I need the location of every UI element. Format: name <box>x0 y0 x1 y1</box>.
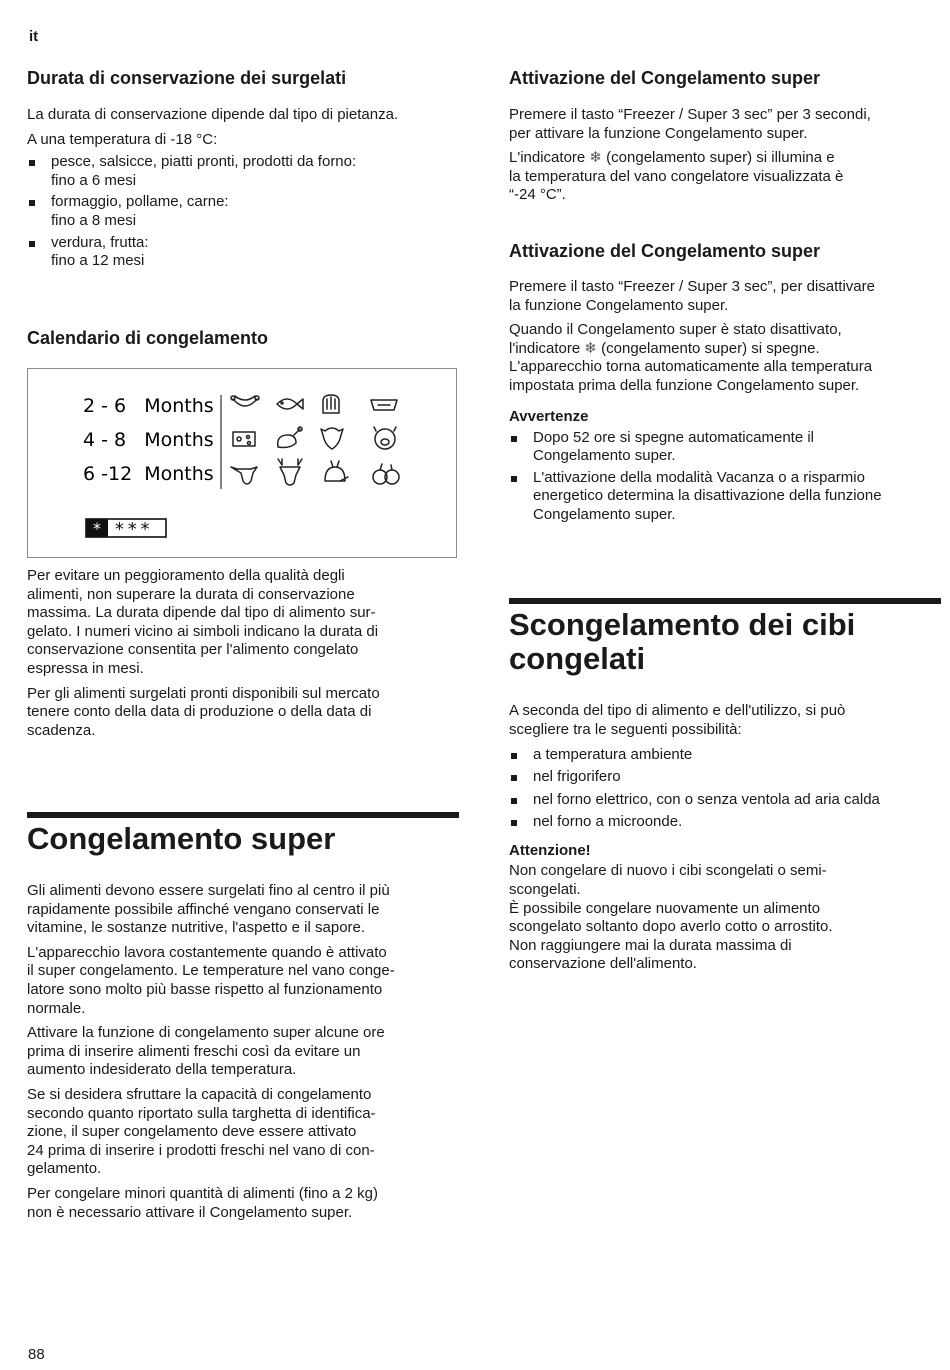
list-item: Dopo 52 ore si spegne automaticamente il Congelamento super. <box>509 429 941 466</box>
poultry-icon <box>278 427 302 448</box>
list-item: nel forno a microonde. <box>509 813 941 832</box>
deactivate-body <box>509 278 941 525</box>
storage-section <box>27 67 459 89</box>
super-freeze-paragraph: L'apparecchio lavora costantemente quando è attivato il super congelamento. Le temperature nel vano conge- latore sono molto più basse rispetto al funzionamento normale. <box>27 943 395 1017</box>
activate-section <box>509 67 941 89</box>
bullet-icon <box>511 775 517 781</box>
notes-list <box>509 429 941 525</box>
bullet-icon <box>29 200 35 206</box>
list-item: L'attivazione della modalità Vacanza o a risparmio energetico determina la disattivazione della funzione Congelamento super. <box>509 469 941 525</box>
list-item-text: formaggio, pollame, carne: <box>51 193 229 211</box>
storage-temperature: A una temperatura di -18 °C: <box>27 130 218 148</box>
super-freeze-paragraph: Se si desidera sfruttare la capacità di congelamento secondo quanto riportato sulla targhetta di identifica- zione, il super congelamento deve essere attivato 24 prima di inserire i prodotti freschi nel vano di con- gelamento. <box>27 1085 376 1178</box>
snowflake-icon: ❄ <box>589 149 602 167</box>
page-number: 88 <box>28 1346 45 1363</box>
calendar-paragraph: Per evitare un peggioramento della qualità degli alimenti, non superare la durata di conservazione massima. La durata dipende dal tipo di alimento sur- gelato. I numeri vicino ai simboli indicano la durata di conservazione consentita per l'alimento congelato espressa in mesi. <box>27 567 379 677</box>
bullet-icon <box>511 476 517 482</box>
four-star-rating-icon <box>86 519 166 540</box>
activate-heading: Attivazione del Congelamento super <box>509 68 821 88</box>
calendar-row-label: 2 - 6 Months <box>83 395 214 417</box>
list-item <box>27 234 459 271</box>
list-item-text: pesce, salsicce, piatti pronti, prodotti da forno: <box>51 153 357 171</box>
storage-body <box>27 106 459 271</box>
list-item-text: fino a 6 mesi <box>51 171 137 189</box>
cheese-icon <box>233 432 255 446</box>
list-item <box>27 153 459 190</box>
calendar-row-label: 4 - 8 Months <box>83 429 214 451</box>
notes-heading: Avvertenze <box>509 407 589 425</box>
warning-paragraph: Non congelare di nuovo i cibi scongelati o semi- scongelati. È possibile congelare nuovamente un alimento scongelato soltanto dopo averlo cotto o arrostito. Non raggiungere mai la durata massima di conservazione dell'alimento. <box>509 862 833 973</box>
deer-icon <box>278 459 302 485</box>
bullet-icon <box>511 436 517 442</box>
super-freeze-paragraph: Attivare la funzione di congelamento super alcune ore prima di inserire alimenti freschi così da evitare un aumento indesiderato della temperatura. <box>27 1024 385 1079</box>
bullet-icon <box>29 241 35 247</box>
pork-icon <box>374 427 396 449</box>
activate-paragraph: Premere il tasto “Freezer / Super 3 sec” per 3 secondi, per attivare la funzione Congelamento super. <box>509 106 871 142</box>
storage-list <box>27 153 459 271</box>
deactivate-heading: Attivazione del Congelamento super <box>509 241 821 261</box>
list-item: nel forno elettrico, con o senza ventola ad aria calda <box>509 791 941 810</box>
list-item-text: verdura, frutta: <box>51 233 149 251</box>
sausage-icon <box>231 396 259 406</box>
section-divider <box>27 812 459 818</box>
list-item-text: fino a 8 mesi <box>51 211 137 229</box>
fruit-icon <box>373 464 399 484</box>
calendar-section <box>27 327 459 349</box>
super-freeze-paragraph: Per congelare minori quantità di alimenti (fino a 2 kg) non è necessario attivare il Congelamento super. <box>27 1184 379 1221</box>
activate-paragraph: L'indicatore ❄ (congelamento super) si illumina e la temperatura del vano congelatore visualizzata è “-24 °C”. <box>509 149 844 204</box>
list-item: nel frigorifero <box>509 768 941 787</box>
storage-heading: Durata di conservazione dei surgelati <box>27 68 347 88</box>
super-freeze-paragraph: Gli alimenti devono essere surgelati fino al centro il più rapidamente possibile affinché vengano conservati le vitamine, le sostanze nutritive, l'aspetto e il sapore. <box>27 882 390 937</box>
bullet-icon <box>511 753 517 759</box>
super-freeze-body <box>27 882 459 1222</box>
list-item-text: fino a 12 mesi <box>51 252 145 270</box>
calendar-row-label: 6 -12 Months <box>83 463 214 485</box>
thaw-options-list <box>509 746 941 831</box>
freezing-calendar <box>27 368 457 558</box>
thaw-intro: A seconda del tipo di alimento e dell'utilizzo, si può scegliere tra le seguenti possibilità: <box>509 702 846 738</box>
super-freeze-heading: Congelamento super <box>27 821 336 856</box>
fish-icon <box>277 399 303 409</box>
bullet-icon <box>511 798 517 804</box>
language-code: it <box>29 28 39 45</box>
bullet-icon <box>29 160 35 166</box>
calendar-heading: Calendario di congelamento <box>27 328 269 348</box>
svg-text:***: *** <box>114 519 153 540</box>
warning-heading: Attenzione! <box>509 842 591 860</box>
ready-meal-icon <box>371 400 397 410</box>
section-divider <box>509 598 941 604</box>
deactivate-paragraph: Premere il tasto “Freezer / Super 3 sec”, per disattivare la funzione Congelamento super. <box>509 278 875 314</box>
super-freeze-section <box>27 822 459 856</box>
beef-icon <box>321 428 343 449</box>
thaw-heading: Scongelamento dei cibi congelati <box>509 607 856 676</box>
list-item <box>27 193 459 230</box>
bullet-icon <box>511 820 517 826</box>
freezing-calendar-graphic <box>28 369 456 557</box>
svg-text:*: * <box>93 519 101 538</box>
storage-paragraph: La durata di conservazione dipende dal tipo di pietanza. <box>27 106 399 123</box>
calendar-paragraph: Per gli alimenti surgelati pronti disponibili sul mercato tenere conto della data di produzione o della data di scadenza. <box>27 684 380 739</box>
activate-body <box>509 106 941 205</box>
calendar-body <box>27 567 459 740</box>
snowflake-icon: ❄ <box>584 339 597 357</box>
list-item: a temperatura ambiente <box>509 746 941 765</box>
thaw-body <box>509 702 941 974</box>
thaw-section <box>509 608 941 676</box>
bread-icon <box>323 395 339 413</box>
cow-icon <box>231 467 257 484</box>
deactivate-paragraph: Quando il Congelamento super è stato disattivato, l'indicatore ❄ (congelamento super) si spegne. L'apparecchio torna automaticamente alla temperatura impostata prima della funzione Congelamento super. <box>509 321 873 394</box>
vegetables-icon <box>325 461 348 481</box>
deactivate-section <box>509 240 941 262</box>
